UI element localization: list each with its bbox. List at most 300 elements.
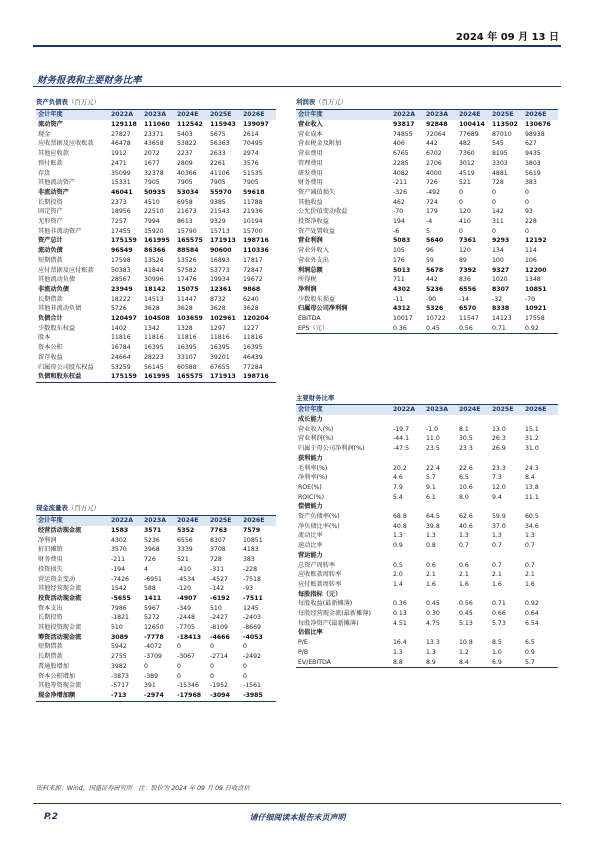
row-value: 142 [492,208,504,216]
row-value: 0.64 [525,610,539,618]
row-value: 5640 [426,237,444,245]
table-row [296,609,558,619]
row-value: 0.30 [426,610,440,618]
row-value: 3628 [243,305,259,313]
row-label: 预付账款 [38,159,63,167]
row-value: 87010 [492,130,512,138]
row-label: 归属母公司股东权益 [38,363,94,371]
row-value: 3982 [111,662,127,670]
table-row [36,662,276,672]
row-value: 55970 [210,188,232,196]
table-row [296,541,558,551]
row-value: 8307 [492,285,510,293]
ratios-table [296,404,558,668]
row-label: 管理费用 [298,159,323,167]
row-value: -211 [393,179,408,187]
row-value: 57582 [177,266,197,274]
row-value: 15713 [210,227,230,235]
row-value: 10194 [243,218,263,226]
column-header-year: 2023A [426,405,459,416]
row-value: 67655 [210,363,230,371]
row-value: 11816 [177,334,197,342]
row-value: 5236 [144,536,160,544]
row-value: 13.0 [492,425,506,433]
row-value: 5678 [426,266,444,274]
row-value: 3628 [177,305,193,313]
table-row [36,526,276,536]
row-value: 111060 [144,121,170,128]
row-label: 留存收益 [38,353,63,361]
row-value: 100414 [459,121,485,128]
row-value: 23949 [111,285,133,293]
row-label: 资产总计 [38,237,63,245]
row-value: 6958 [177,198,193,206]
row-value: 545 [492,140,504,148]
row-value: 12650 [144,624,164,632]
row-value: 10851 [243,536,263,544]
row-value [426,454,459,464]
balance-sheet-title-text: 资产负债表 [36,98,68,106]
table-row [36,604,276,614]
row-value: 28567 [111,276,131,284]
column-header-year: 2026E [243,516,276,527]
row-value: 4.51 [393,619,407,627]
row-label: 普通股增加 [38,662,69,670]
table-row [36,246,276,256]
disclaimer: 请仔细阅读本报告末页声明 [249,813,346,822]
row-label: 流动比率 [298,532,323,540]
row-value: 16395 [177,344,197,352]
row-value: 0 [177,672,181,680]
row-value: 21936 [243,208,263,216]
row-value: 4 [144,565,148,573]
row-label: 营业费用 [298,150,323,158]
row-value: 5083 [393,237,411,245]
row-value: 0.6 [426,561,436,569]
row-label: 每股收益(最新摊薄) [298,600,353,608]
table-row [36,236,276,246]
row-value: 5.73 [492,619,506,627]
row-value: 10921 [525,305,547,313]
balance-sheet-table [36,109,276,383]
table-row [36,324,276,334]
row-value: -17968 [177,691,210,701]
row-value: 17455 [111,227,131,235]
row-value: 6.5 [459,474,469,482]
column-header-year: 2022A [111,110,144,121]
row-value: 53259 [111,363,131,371]
row-value: 46439 [243,353,263,361]
row-value: 30996 [144,276,164,284]
row-value: 1912 [111,150,127,158]
row-value: 11816 [144,334,164,342]
row-label: 其他投资现金流 [38,624,82,632]
table-row [36,188,276,198]
row-label: 负债和股东权益 [36,372,111,382]
row-value: 16893 [210,256,230,264]
row-label: 短期借款 [38,643,63,651]
row-value: 0.9 [525,648,535,656]
row-label: 其他筹资现金流 [38,682,82,690]
row-value: -326 [393,188,408,196]
row-value: 391 [144,682,156,690]
row-value: 5013 [393,266,411,274]
row-value: 22.4 [426,464,440,472]
row-value: 11788 [243,198,263,206]
row-value: 3576 [243,159,259,167]
row-label: 估值比率 [298,629,323,637]
row-label: 毛利率(%) [298,464,328,472]
row-value: 22.6 [459,464,473,472]
row-value: 442 [426,140,438,148]
row-value: 1.6 [459,580,469,588]
table-row [36,256,276,266]
row-value: -211 [111,556,126,564]
column-header-year: 2026E [525,110,558,121]
row-value [525,454,558,464]
row-value: 3303 [492,159,508,167]
row-value: 6.5 [525,639,535,647]
row-value: 103659 [177,315,203,323]
table-row [36,584,276,594]
row-value: 68.8 [393,513,407,521]
income-statement-unit: （百万元） [315,98,348,106]
table-row [296,130,558,140]
row-value: 165575 [177,372,210,382]
row-value: 53822 [177,140,197,148]
row-value: 77284 [243,363,263,371]
table-row [296,169,558,179]
row-value: -6 [393,227,400,235]
table-row [296,246,558,256]
row-value: 1297 [210,324,226,332]
row-value: 0.92 [525,324,558,334]
row-value: 72064 [426,130,446,138]
row-value: 129118 [111,121,137,128]
row-value: 23.3 [492,464,506,472]
row-value: 93817 [393,121,415,128]
row-value [459,415,492,425]
row-value [492,590,525,600]
row-value: 26.9 [492,445,506,453]
row-value: 15920 [144,227,164,235]
row-value: 5.7 [426,474,436,482]
row-value: 21543 [210,208,230,216]
row-value: 0.6 [459,561,469,569]
row-value: 1583 [111,527,129,534]
row-value: 5.13 [459,619,473,627]
table-row [296,275,558,285]
row-value: -2714 [210,653,228,661]
row-value: 1348 [525,276,541,284]
row-value: 10.8 [459,639,473,647]
row-value: 2974 [243,150,259,158]
table-row [36,130,276,140]
row-value: 179 [426,208,438,216]
row-value: 8307 [210,536,226,544]
table-row [296,648,558,658]
row-label: 长期投资 [38,198,63,206]
row-value: -70 [393,208,404,216]
row-label: 其他流动负债 [38,276,76,284]
row-value: 18956 [111,208,131,216]
row-value: 728 [492,179,504,187]
column-header-label: 会计年度 [296,405,393,416]
row-value: 0.66 [492,610,506,618]
row-value: 1245 [243,604,259,612]
row-value: 0 [243,643,247,651]
row-value: 16395 [243,344,263,352]
row-value: 39201 [210,353,230,361]
table-row [36,217,276,227]
row-value: 89 [459,256,467,264]
income-statement-title-text: 利润表 [296,98,316,106]
table-row [36,333,276,343]
row-value: 3339 [177,546,193,554]
table-row [296,415,558,425]
row-value: 8.4 [459,658,492,668]
row-label: ROE(%) [298,483,322,491]
row-label: 非流动负债 [38,285,69,293]
row-value: 1.3 [426,532,436,540]
row-value: 5675 [210,130,226,138]
row-value: 1227 [243,324,259,332]
row-label: 少数股东损益 [298,295,336,303]
table-row [36,672,276,682]
row-value: 0.7 [492,561,502,569]
table-row [296,502,558,512]
row-label: 偿债能力 [298,503,323,511]
table-header-row [36,516,276,527]
table-row [36,691,276,701]
row-value: 33107 [177,353,197,361]
row-value: 19934 [210,276,230,284]
row-value: 9385 [210,198,226,206]
row-value: -8669 [243,624,261,632]
row-value: 5352 [177,527,195,534]
row-value: 11816 [243,334,263,342]
row-value: 0 [525,227,529,235]
table-row [296,473,558,483]
row-value: -7705 [177,624,195,632]
row-value: 588 [144,585,156,593]
row-value: 0 [459,198,463,206]
row-value: 0.45 [426,600,440,608]
table-row [36,594,276,604]
row-value: 0.7 [525,561,535,569]
row-value: -1.0 [426,425,439,433]
row-value: 106 [525,256,537,264]
row-value: 0 [210,662,214,670]
row-value: 51535 [243,169,263,177]
row-value [426,415,459,425]
row-value [492,415,525,425]
row-value: 198716 [243,237,269,245]
balance-sheet-unit: （百万元） [67,98,100,106]
row-value: -713 [111,691,144,701]
row-value: 24.3 [525,464,539,472]
row-value: 8.4 [525,474,535,482]
column-header-year: 2026E [243,110,276,121]
row-value: -2492 [243,653,261,661]
row-value: 1.2 [459,648,469,656]
row-label: 资产减值损失 [298,188,336,196]
row-value: 728 [210,556,222,564]
row-value: 627 [525,140,537,148]
row-label: 投资损失 [38,565,63,573]
table-row [36,227,276,237]
row-value: -142 [210,585,225,593]
row-value: 98938 [525,130,545,138]
row-value: -4907 [177,594,197,602]
row-label: 净利润 [298,285,317,293]
row-value: 5726 [111,305,127,313]
row-value: 31.2 [525,435,539,443]
row-value: 726 [426,179,438,187]
row-value [492,502,525,512]
row-value [426,590,459,600]
row-value: 37.0 [492,522,506,530]
row-label: 归属于母公司净利润(%) [298,445,365,453]
row-label: 营业收入 [298,121,323,128]
row-label: EPS（元） [296,324,393,334]
row-value: -228 [243,565,258,573]
table-row [296,207,558,217]
table-row [36,363,276,373]
row-value: 165575 [177,237,203,245]
row-label: 利润总额 [298,266,323,274]
row-value: 9327 [492,266,510,274]
row-value: -8109 [210,624,228,632]
cash-flow-table [36,515,276,702]
row-value: 17598 [111,256,131,264]
row-value: 4082 [393,169,409,177]
row-value [459,502,492,512]
row-value: 7994 [144,218,160,226]
row-value: -19.7 [393,425,410,433]
row-value: 50935 [144,188,166,196]
row-value: 1.6 [525,580,535,588]
row-label: 净利率(%) [298,474,328,482]
row-value: 16395 [144,344,164,352]
row-value: 13526 [144,256,164,264]
row-value: 2.1 [492,571,502,579]
table-header-row [296,405,558,416]
row-value: 2.0 [393,571,403,579]
row-value: 13.3 [426,639,440,647]
row-value: -7518 [243,575,261,583]
row-value: 0.9 [393,542,403,550]
row-value: 6.54 [525,619,539,627]
ratios-title: 主要财务比率 [296,394,335,402]
row-label: P/B [298,648,309,656]
row-value: 0.71 [492,324,525,334]
table-row [36,285,276,295]
row-value: 120204 [243,315,269,323]
row-label: 净负债比率(%) [298,522,340,530]
table-row [296,159,558,169]
row-value: 15700 [243,227,263,235]
table-row [296,120,558,130]
table-row [296,198,558,208]
column-header-label: 会计年度 [36,516,111,527]
table-row [36,275,276,285]
row-value: 2.1 [426,571,436,579]
row-value: 5942 [111,643,127,651]
column-header-year: 2022A [393,110,426,121]
row-value: 4.6 [393,474,403,482]
row-label: 少数股东权益 [38,324,76,332]
row-label: 长期借款 [38,653,63,661]
row-value: -6192 [210,594,230,602]
table-row [36,343,276,353]
row-value: 21673 [177,208,197,216]
row-value: 16784 [111,344,131,352]
row-value: 11.0 [426,435,440,443]
row-value: 510 [111,624,123,632]
row-value: 62.6 [459,513,473,521]
row-value: 9293 [492,237,510,245]
row-value: 0 [144,662,148,670]
row-label: P/E [298,639,308,647]
table-row [296,512,558,522]
row-value: 1411 [144,594,162,602]
row-value: 726 [144,556,156,564]
row-label: EV/EBITDA [296,658,393,668]
row-label: 投资活动现金流 [38,594,82,602]
row-value: 6556 [459,285,477,293]
row-value: 0.45 [459,610,473,618]
row-value [459,628,492,638]
row-value: 5967 [144,604,160,612]
column-header-year: 2022A [111,516,144,527]
row-value: 0 [525,188,529,196]
row-label: 应付账款周转率 [298,580,342,588]
row-value: 105 [393,247,405,255]
row-value: 114 [525,247,537,255]
row-value: 1328 [177,324,193,332]
row-value: -2427 [210,614,228,622]
row-value: -2403 [243,614,261,622]
row-value: 6556 [177,536,193,544]
row-value: 14123 [492,315,512,323]
row-value: 40366 [177,169,197,177]
row-value: -32 [492,295,503,303]
row-label: 每股指标（元） [298,590,342,598]
row-value: 2.1 [525,571,535,579]
row-value: 11.1 [525,493,539,501]
table-row [36,159,276,169]
row-value: 1.3 [459,532,469,540]
row-value: 32378 [144,169,164,177]
row-value: -4053 [243,633,263,641]
row-value: 0.7 [459,542,469,550]
row-value: 96549 [111,247,133,255]
row-value: 0 [492,227,496,235]
row-value: -93 [243,585,254,593]
row-value: 17817 [243,256,263,264]
row-value: 9435 [525,150,541,158]
table-row [36,555,276,565]
row-label: 营业利润 [298,237,323,245]
table-row [36,536,276,546]
column-header-year: 2024E [459,405,492,416]
row-value: 72847 [243,266,263,274]
row-value: 0.71 [492,600,506,608]
row-value: 46041 [111,188,133,196]
table-row [36,681,276,691]
table-row [296,149,558,159]
